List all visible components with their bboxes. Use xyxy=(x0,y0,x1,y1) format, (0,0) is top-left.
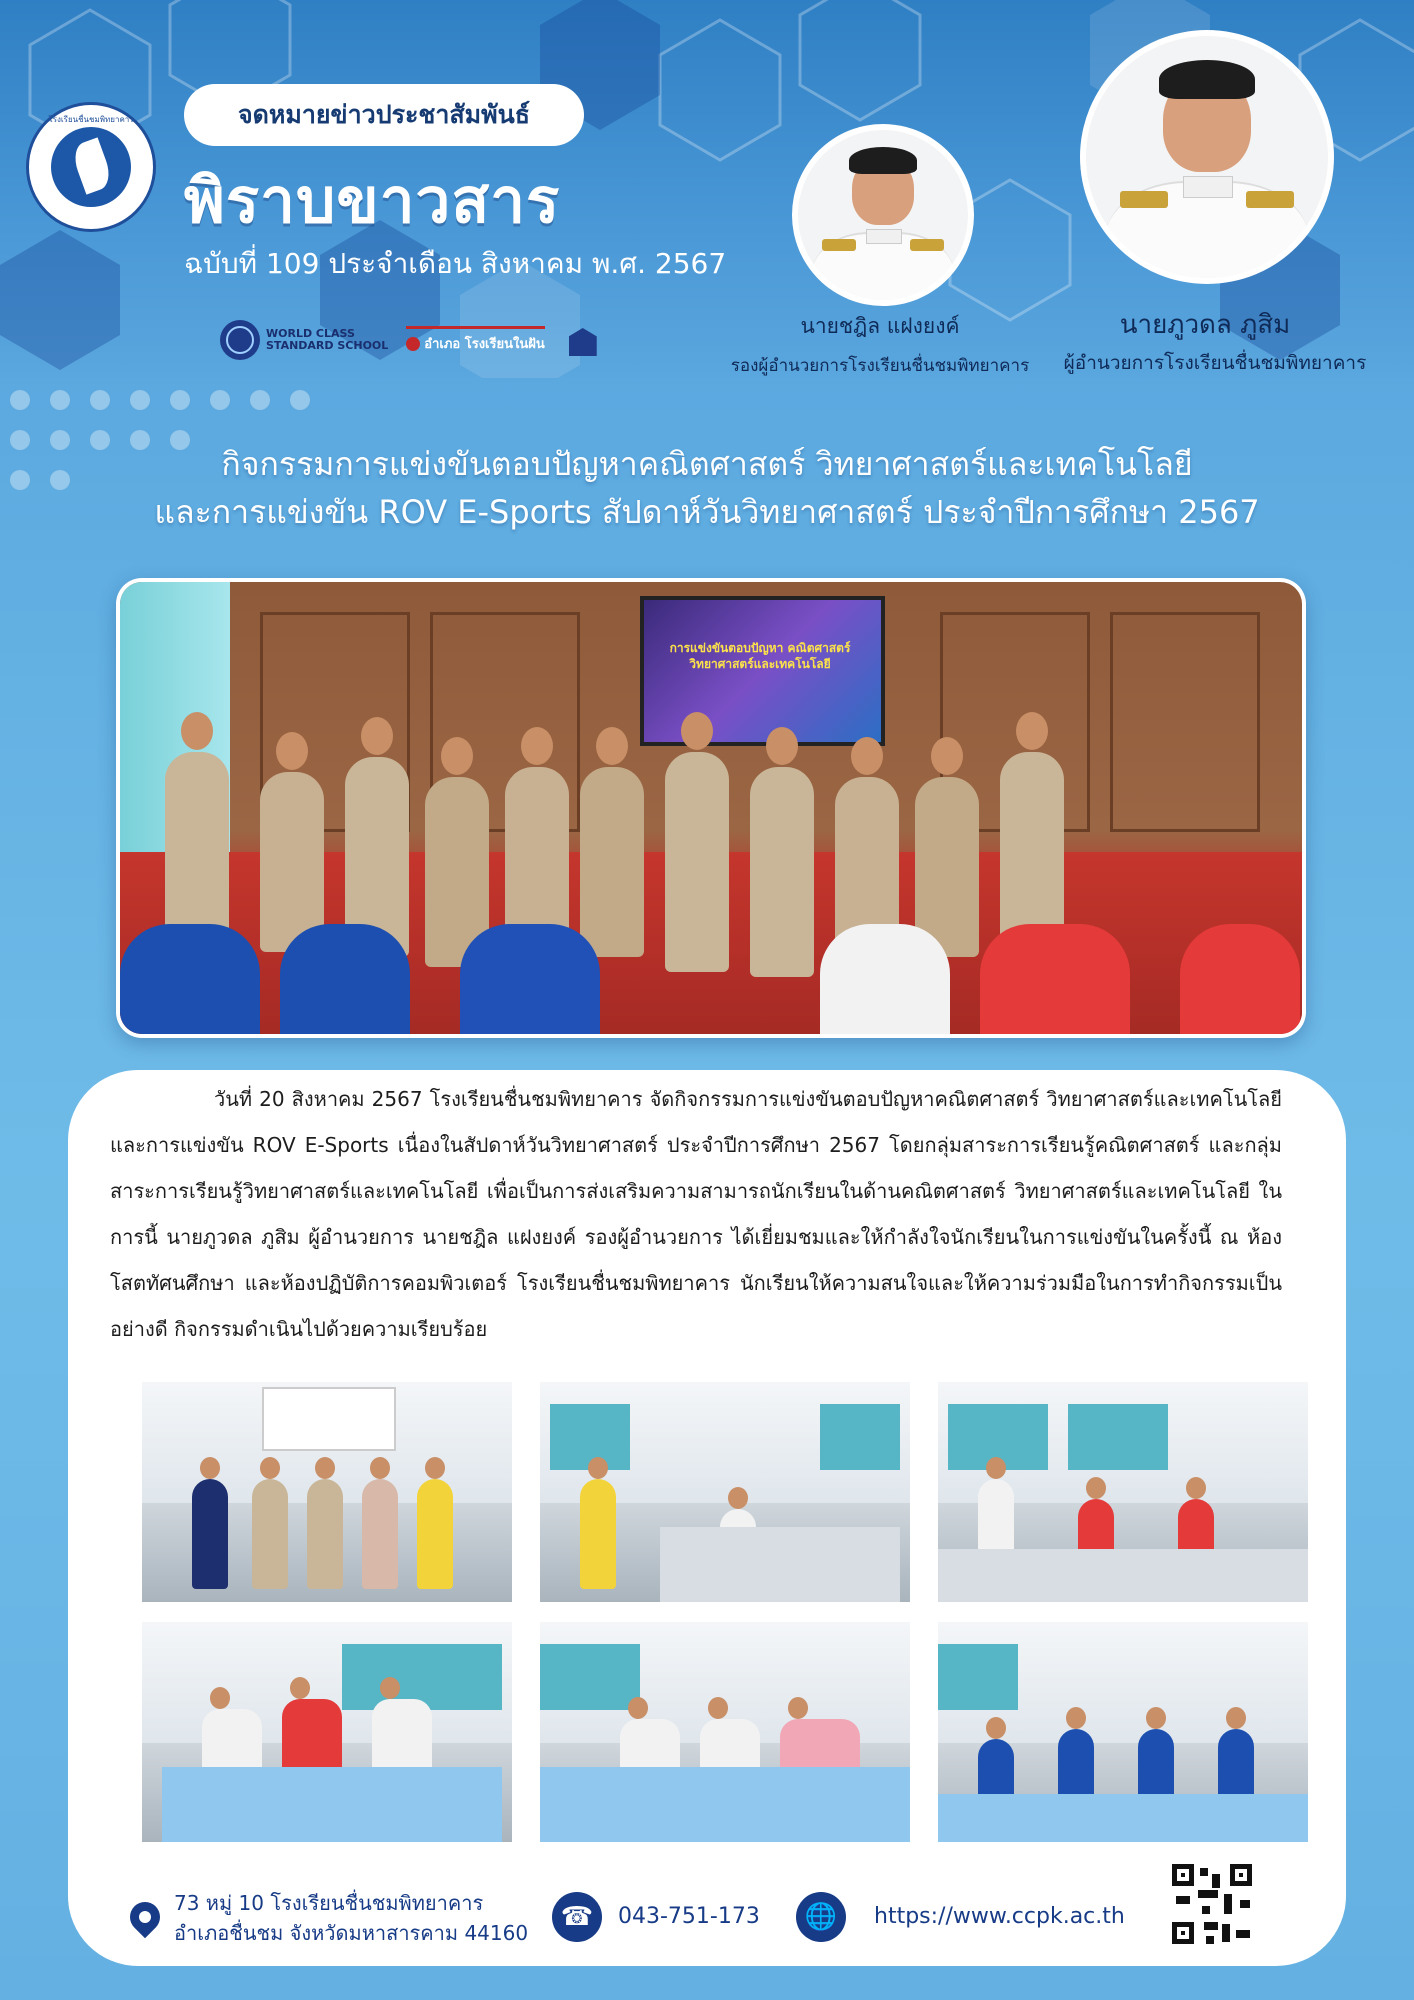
website-link[interactable]: https://www.ccpk.ac.th xyxy=(874,1904,1125,1929)
phone-icon: ☎ xyxy=(552,1892,602,1942)
projector-screen xyxy=(640,596,885,746)
address-line-1: 73 หมู่ 10 โรงเรียนชื่นชมพิทยาคาร xyxy=(174,1891,484,1915)
photo-thumbnail xyxy=(540,1622,910,1842)
phone-number[interactable]: 043-751-173 xyxy=(618,1904,760,1929)
director-name: นายภูวดล ภูสิม xyxy=(1119,310,1291,340)
obec-badge-icon xyxy=(563,320,603,360)
wcs-line-2: STANDARD SCHOOL xyxy=(266,339,389,352)
director-role: ผู้อำนวยการโรงเรียนชื่นชมพิทยาคาร xyxy=(1063,352,1367,374)
globe-logo-icon xyxy=(220,320,260,360)
director-portrait xyxy=(1080,30,1334,284)
photo-thumbnail xyxy=(938,1622,1308,1842)
one-amphoe-text: อำเภอ โรงเรียนในฝัน xyxy=(424,337,545,352)
projector-screen-text: การแข่งขันตอบปัญหา คณิตศาสตร์ วิทยาศาสตร์และเทคโนโลยี xyxy=(669,641,851,671)
photo-grid xyxy=(142,1382,1310,1842)
issue-line: ฉบับที่ 109 ประจำเดือน สิงหาคม พ.ศ. 2567 xyxy=(184,247,727,280)
wcs-line-1: WORLD CLASS xyxy=(266,327,355,340)
newsletter-label: จดหมายข่าวประชาสัมพันธ์ xyxy=(238,100,530,129)
headline xyxy=(60,440,1354,536)
school-logo-text: โรงเรียนชื่นชมพิทยาคาร xyxy=(48,115,134,124)
partner-logos xyxy=(220,318,603,362)
footer xyxy=(110,1880,1310,1960)
deputy-director-name: นายชฎิล แฝงยงค์ xyxy=(800,314,960,338)
school-logo xyxy=(26,102,156,232)
qr-code[interactable] xyxy=(1168,1860,1256,1948)
newsletter-title: พิราบขาวสาร xyxy=(184,164,561,237)
photo-thumbnail xyxy=(142,1382,512,1602)
globe-icon: 🌐 xyxy=(796,1892,846,1942)
photo-thumbnail xyxy=(142,1622,512,1842)
headline-line-1: กิจกรรมการแข่งขันตอบปัญหาคณิตศาสตร์ วิทยาศาสตร์และเทคโนโลยี xyxy=(221,445,1193,483)
location-pin-icon xyxy=(124,1896,166,1938)
news-body-text: วันที่ 20 สิงหาคม 2567 โรงเรียนชื่นชมพิทยาคาร จัดกิจกรรมการแข่งขันตอบปัญหาคณิตศาสตร์ วิทยาศาสตร์และเทคโนโลยี และการแข่งขัน ROV E-Sports เนื่องในสัปดาห์วันวิทยาศาสตร์ ประจำปีการศึกษา 2567 โดยกลุ่มสาระการเรียนรู้คณิตศาสตร์ และกลุ่มสาระการเรียนรู้วิทยาศาสตร์และเทคโนโลยี เพื่อเป็นการส่งเสริมความสามารถนักเรียนในด้านคณิตศาสตร์ วิทยาศาสตร์และเทคโนโลยี ในการนี้ นายภูวดล ภูสิม ผู้อำนวยการ นายชฎิล แฝงยงค์ รองผู้อำนวยการ ได้เยี่ยมชมและให้กำลังใจนักเรียนในการแข่งขันในครั้งนี้ ณ ห้องโสตทัศนศึกษา และห้องปฏิบัติการคอมพิวเตอร์ โรงเรียนชื่นชมพิทยาคาร นักเรียนให้ความสนใจและให้ความร่วมมือในการทำกิจกรรมเป็นอย่างดี กิจกรรมดำเนินไปด้วยความเรียบร้อย xyxy=(110,1087,1282,1341)
photo-thumbnail xyxy=(938,1382,1308,1602)
red-dot-icon xyxy=(406,337,420,351)
dove-emblem-icon xyxy=(51,127,131,207)
photo-thumbnail xyxy=(540,1382,910,1602)
world-class-standard-school-logo xyxy=(220,320,388,360)
headline-line-2: และการแข่งขัน ROV E-Sports สัปดาห์วันวิทยาศาสตร์ ประจำปีการศึกษา 2567 xyxy=(154,493,1260,531)
deputy-director-portrait xyxy=(792,124,974,306)
address-line-2: อำเภอชื่นชม จังหวัดมหาสารคาม 44160 xyxy=(174,1921,529,1945)
main-group-photo xyxy=(116,578,1306,1038)
newsletter-label-pill xyxy=(184,84,584,146)
one-amphoe-dream-school-logo xyxy=(406,326,544,354)
address xyxy=(174,1888,528,1948)
deputy-director-role: รองผู้อำนวยการโรงเรียนชื่นชมพิทยาคาร xyxy=(730,356,1030,376)
